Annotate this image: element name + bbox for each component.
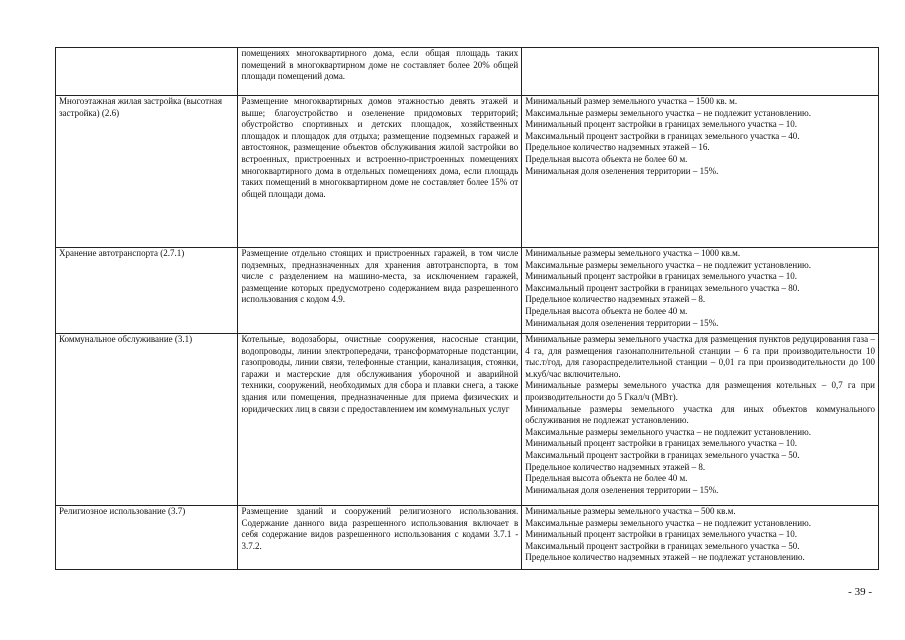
parameter-line: Минимальные размеры земельного участка для размещения котельных – 0,7 га при производительности до 5 Гкал/ч (МВт). bbox=[525, 380, 875, 402]
parameter-line: Предельное количество надземных этажей – 16. bbox=[525, 142, 710, 153]
parameter-line: Максимальные размеры земельного участка – не подлежит установлению. bbox=[525, 426, 812, 437]
parameter-line: Минимальные размеры земельного участка для иных объектов коммунального обслуживания не подлежат установлению. bbox=[525, 403, 875, 426]
table-row bbox=[56, 96, 879, 248]
use-description-cell: Размещение зданий и сооружений религиозного использования. Содержание данного вида разрешенного использования включает в себя содержание видов разрешенного использования с кодами 3.7.1 - 3.7.2. bbox=[238, 506, 522, 570]
parameter-line: Предельное количество надземных этажей – 8. bbox=[525, 294, 706, 305]
parameter-line: Максимальный процент застройки в границах земельного участка – 80. bbox=[525, 282, 800, 293]
use-description-cell: Размещение отдельно стоящих и пристроенных гаражей, в том числе подземных, предназначенных для хранения автотранспорта, в том числе с разделением на машино-места, за исключением гаражей, размещение которых предусмотрено содержанием вида разрешенного использования с кодом 4.9. bbox=[238, 248, 522, 334]
parameter-line: Максимальный процент застройки в границах земельного участка – 40. bbox=[525, 130, 800, 141]
use-name-cell: Хранение автотранспорта (2.7.1) bbox=[56, 248, 238, 334]
use-name-cell: Коммунальное обслуживание (3.1) bbox=[56, 334, 238, 506]
parameter-line: Минимальная доля озеленения территории – 15%. bbox=[525, 165, 719, 176]
use-description-cell: помещениях многоквартирного дома, если общая площадь таких помещений в многоквартирном доме не составляет более 20% общей площади помещений дома. bbox=[238, 48, 522, 96]
use-description-cell: Размещение многоквартирных домов этажностью девять этажей и выше; благоустройство и озеленение придомовых территорий; обустройство спортивных и детских площадок, хозяйственных площадок и площадок для отдыха; размещение подземных гаражей и автостоянок, размещение объектов обслуживания жилой застройки во встроенных, пристроенных и встроенно-пристроенных помещениях многоквартирного дома в отдельных помещениях дома, если площадь таких помещений в многоквартирном доме не составляет более 15% от общей площади дома. bbox=[238, 96, 522, 248]
use-description-cell: Котельные, водозаборы, очистные сооружения, насосные станции, водопроводы, линии электропередачи, трансформаторные подстанции, газопроводы, линии связи, телефонные станции, канализация, стоянки, гаражи и мастерские для обслуживания уборочной и аварийной техники, сооружений, необходимых для сбора и плавки снега, а также здания или помещения, предназначенные для приема физических и юридических лиц в связи с предоставлением им коммунальных услуг bbox=[238, 334, 522, 506]
parameter-line: Минимальные размеры земельного участка – 500 кв.м. bbox=[525, 506, 736, 516]
parameter-line: Максимальные размеры земельного участка – не подлежит установлению. bbox=[525, 107, 812, 118]
use-name-cell: Религиозное использование (3.7) bbox=[56, 506, 238, 570]
parameters-cell bbox=[522, 506, 879, 570]
parameter-line: Предельная высота объекта не более 60 м. bbox=[525, 153, 688, 164]
parameter-line: Максимальные размеры земельного участка – не подлежит установлению. bbox=[525, 259, 812, 270]
parameter-line: Минимальные размеры земельного участка для размещения пунктов редуцирования газа – 4 га, для размещения газонаполнительной станции – 6 га при производительности 10 тыс.т/год, для газораспределительной станции – 0,01 га при производительности до 100 м.куб/час включительно. bbox=[525, 334, 875, 379]
table-row bbox=[56, 248, 879, 334]
use-name-cell: Многоэтажная жилая застройка (высотная застройка) (2.6) bbox=[56, 96, 238, 248]
zoning-regulations-table bbox=[55, 47, 879, 570]
page-number: - 39 - bbox=[848, 586, 872, 598]
parameter-line: Максимальные размеры земельного участка – не подлежит установлению. bbox=[525, 517, 812, 528]
parameter-line: Минимальная доля озеленения территории – 15%. bbox=[525, 317, 719, 328]
parameters-cell bbox=[522, 334, 879, 506]
table-row bbox=[56, 334, 879, 506]
parameter-line: Минимальный процент застройки в границах земельного участка – 10. bbox=[525, 119, 798, 130]
parameter-line: Максимальный процент застройки в границах земельного участка – 50. bbox=[525, 449, 800, 460]
parameters-cell bbox=[522, 248, 879, 334]
parameter-line: Минимальный размер земельного участка – 1500 кв. м. bbox=[525, 96, 738, 106]
parameter-line: Минимальный процент застройки в границах земельного участка – 10. bbox=[525, 438, 798, 449]
parameter-line: Минимальный процент застройки в границах земельного участка – 10. bbox=[525, 271, 798, 282]
parameter-line: Минимальный процент застройки в границах земельного участка – 10. bbox=[525, 529, 798, 540]
parameter-line: Предельная высота объекта не более 40 м. bbox=[525, 473, 688, 484]
parameter-line: Минимальная доля озеленения территории – 15%. bbox=[525, 484, 719, 495]
parameter-line: Минимальные размеры земельного участка – 1000 кв.м. bbox=[525, 248, 741, 258]
parameters-cell bbox=[522, 48, 879, 96]
use-name-cell bbox=[56, 48, 238, 96]
table-row bbox=[56, 506, 879, 570]
parameters-cell bbox=[522, 96, 879, 248]
parameter-line: Предельное количество надземных этажей – не подлежат установлению. bbox=[525, 552, 805, 563]
table-row bbox=[56, 48, 879, 96]
parameter-line: Предельное количество надземных этажей – 8. bbox=[525, 461, 706, 472]
parameter-line: Предельная высота объекта не более 40 м. bbox=[525, 305, 688, 316]
parameter-line: Максимальный процент застройки в границах земельного участка – 50. bbox=[525, 540, 800, 551]
